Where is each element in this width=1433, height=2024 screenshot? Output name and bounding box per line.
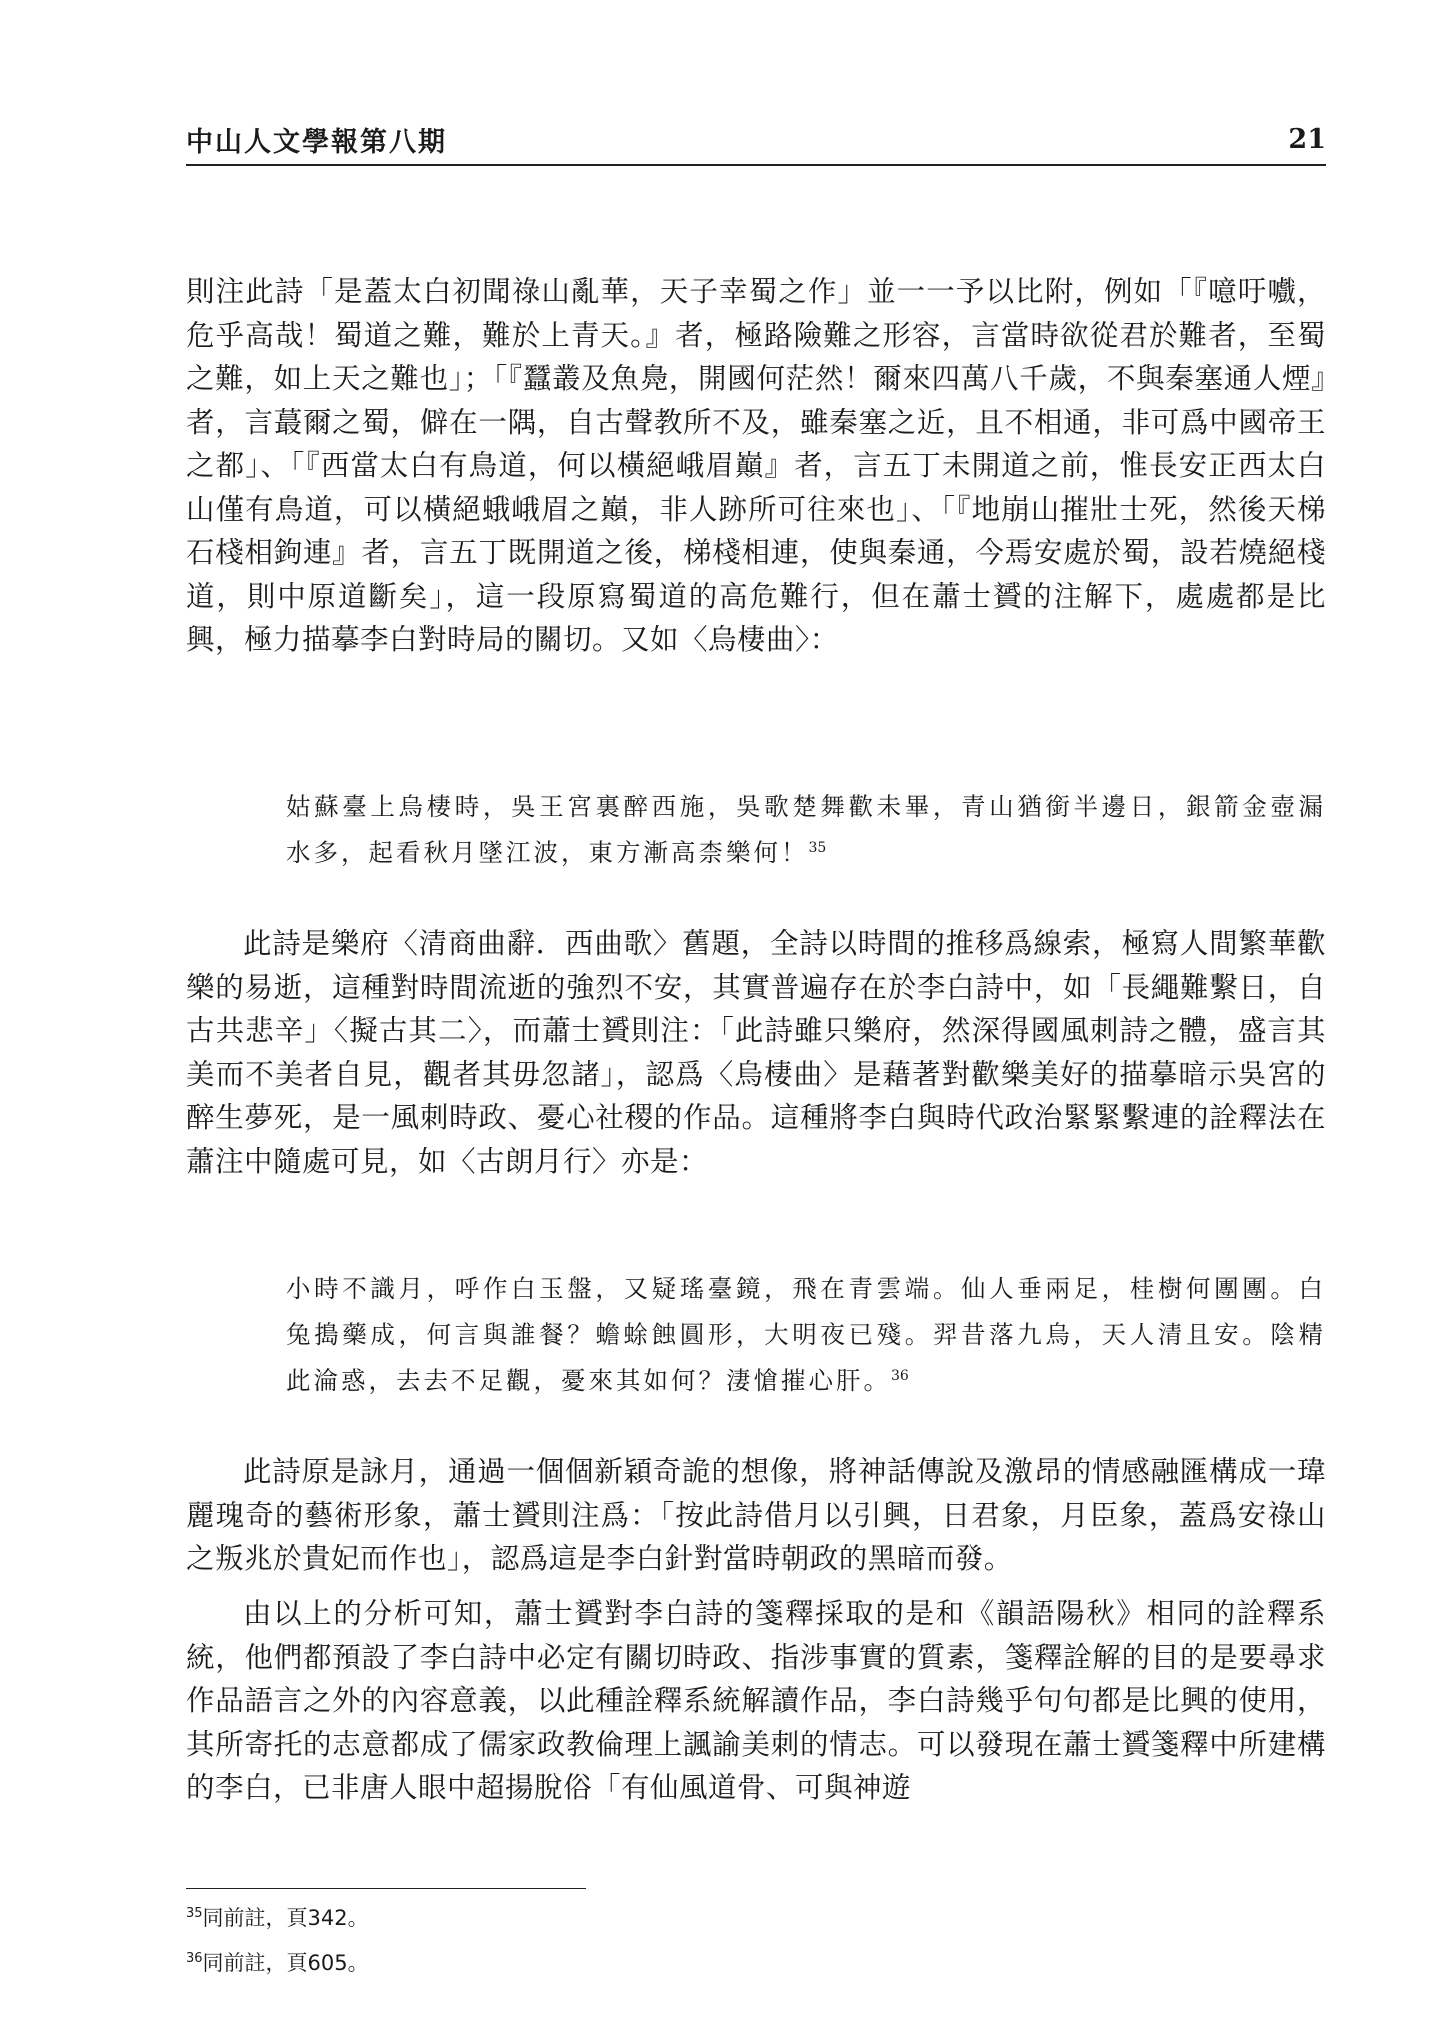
block-quote-wuqiqu (286, 784, 1326, 876)
journal-title: 中山人文學報第八期 (186, 127, 447, 158)
footnote-35 (186, 1903, 369, 1933)
footnote-mark: 36 (186, 1951, 203, 1966)
running-header (186, 120, 1326, 166)
body-paragraph-3: 此詩原是詠月，通過一個個新穎奇詭的想像，將神話傳說及激昂的情感融匯構成一瑋麗瑰奇的藝術形象，蕭士贇則注爲：「按此詩借月以引興，日君象，月臣象，蓋爲安祿山之叛兆於貴妃而作也」，認爲這是李白針對當時朝政的黑暗而發。 (186, 1455, 1326, 1575)
page-number: 21 (1288, 124, 1326, 155)
quote-text: 小時不識月，呼作白玉盤，又疑瑤臺鏡，飛在青雲端。仙人垂兩足，桂樹何團團。白兔搗藥成，何言與誰餐？蟾蜍蝕圓形，大明夜已殘。羿昔落九烏，天人清且安。陰精此淪惑，去去不足觀，憂來其如何？淒愴摧心肝。 (286, 1274, 1326, 1395)
block-quote-gulangyuexing (286, 1266, 1326, 1404)
footnote-36 (186, 1948, 369, 1978)
body-paragraph-2: 此詩是樂府〈清商曲辭．西曲歌〉舊題，全詩以時間的推移爲線索，極寫人間繁華歡樂的易逝，這種對時間流逝的強烈不安，其實普遍存在於李白詩中，如「長繩難繫日，自古共悲辛」〈擬古其二〉，而蕭士贇則注：「此詩雖只樂府，然深得國風刺詩之體，盛言其美而不美者自見，觀者其毋忽諸」，認爲〈烏棲曲〉是藉著對歡樂美好的描摹暗示吳宮的醉生夢死，是一風刺時政、憂心社稷的作品。這種將李白與時代政治緊緊繫連的詮釋法在蕭注中隨處可見，如〈古朗月行〉亦是： (186, 927, 1326, 1178)
footnote-mark: 35 (186, 1906, 203, 1921)
footnote-ref-35: 35 (808, 839, 827, 856)
footnote-divider (186, 1888, 586, 1889)
footnote-text: 同前註，頁605。 (202, 1951, 369, 1975)
quote-text: 姑蘇臺上烏棲時，吳王宮裏醉西施，吳歌楚舞歡未畢，青山猶銜半邊日，銀箭金壺漏水多，起看秋月墜江波，東方漸高柰樂何！ (286, 792, 1326, 867)
body-paragraph-1: 則注此詩「是蓋太白初聞祿山亂華，天子幸蜀之作」並一一予以比附，例如「『噫吁嚱，危乎高哉！蜀道之難，難於上青天。』者，極路險難之形容，言當時欲從君於難者，至蜀之難，如上天之難也」；「『蠶叢及魚鳧，開國何茫然！爾來四萬八千歲，不與秦塞通人煙』者，言蕞爾之蜀，僻在一隅，自古聲教所不及，雖秦塞之近，且不相通，非可爲中國帝王之都」、「『西當太白有鳥道，何以橫絕峨眉巔』者，言五丁未開道之前，惟長安正西太白山僅有鳥道，可以橫絕蛾峨眉之巔，非人跡所可往來也」、「『地崩山摧壯士死，然後天梯石棧相鉤連』者，言五丁既開道之後，梯棧相連，使與秦通，今焉安處於蜀，設若燒絕棧道，則中原道斷矣」，這一段原寫蜀道的高危難行，但在蕭士贇的注解下，處處都是比興，極力描摹李白對時局的關切。又如〈烏棲曲〉： (186, 275, 1326, 656)
footnote-ref-36: 36 (891, 1367, 909, 1384)
body-paragraph-4: 由以上的分析可知，蕭士贇對李白詩的箋釋採取的是和《韻語陽秋》相同的詮釋系統，他們都預設了李白詩中必定有關切時政、指涉事實的質素，箋釋詮解的目的是要尋求作品語言之外的內容意義，以此種詮釋系統解讀作品，李白詩幾乎句句都是比興的使用，其所寄托的志意都成了儒家政教倫理上諷諭美刺的情志。可以發現在蕭士贇箋釋中所建構的李白，已非唐人眼中超揚脫俗「有仙風道骨、可與神遊 (186, 1597, 1326, 1804)
footnote-text: 同前註，頁342。 (202, 1906, 369, 1930)
